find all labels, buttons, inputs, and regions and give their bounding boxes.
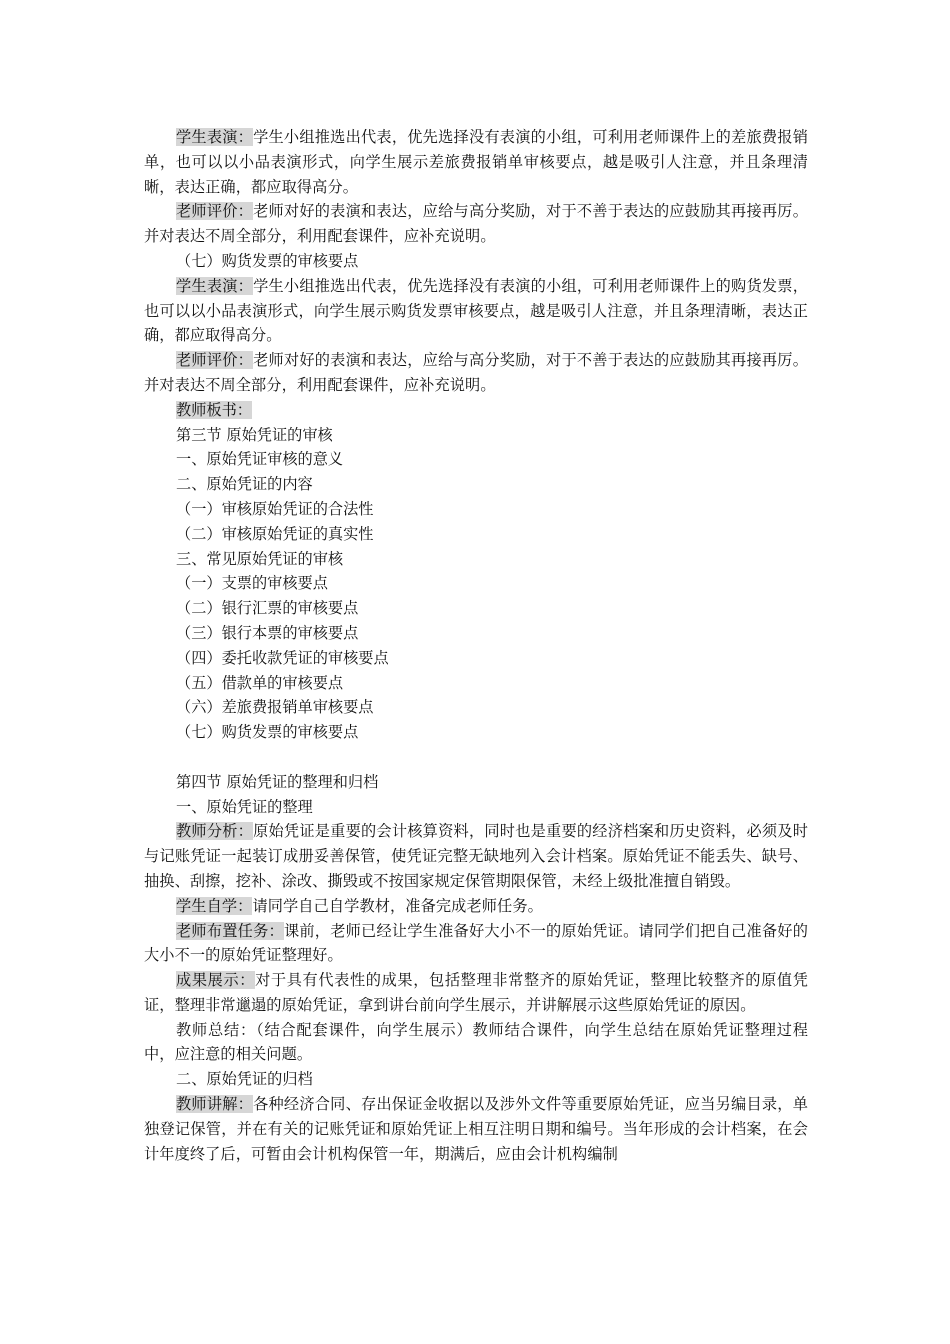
outline-item: （四）委托收款凭证的审核要点 [176, 648, 389, 667]
outline-item: 三、常见原始凭证的审核 [176, 549, 344, 568]
paragraph-text: 请同学自己自学教材，准备完成老师任务。 [252, 896, 543, 915]
paragraph-teacher-analysis [144, 819, 808, 893]
section-heading-3: 第三节 原始凭证的审核 [176, 425, 333, 444]
paragraph-self-study [144, 894, 808, 919]
outline-item: （五）借款单的审核要点 [176, 673, 344, 692]
outline-item: （一）审核原始凭证的合法性 [176, 499, 374, 518]
outline-item: （三）银行本票的审核要点 [176, 623, 359, 642]
blackboard-label-line [144, 398, 808, 423]
paragraph-text: 各种经济合同、存出保证金收据以及涉外文件等重要原始凭证，应当另编目录，单独登记保管，并在有关的记账凭证和原始凭证上相互注明日期和编号。当年形成的会计档案，在会计年度终了后，可暂由会计机构保管一年，期满后，应由会计机构编制 [144, 1095, 808, 1163]
paragraph-result-display [144, 968, 808, 1018]
paragraph-text: 学生小组推选出代表，优先选择没有表演的小组，可利用老师课件上的差旅费报销单，也可以以小品表演形式，向学生展示差旅费报销单审核要点，越是吸引人注意，并且条理清晰，表达正确，都应取得高分。 [144, 128, 808, 196]
section-heading-4: 第四节 原始凭证的整理和归档 [176, 772, 379, 791]
document-page [144, 125, 808, 1166]
label-highlight: 教师板书： [176, 400, 252, 419]
paragraph-text: 对于具有代表性的成果，包括整理非常整齐的原始凭证，整理比较整齐的原值凭证，整理非常邋遢的原始凭证，拿到讲台前向学生展示，并讲解展示这些原始凭证的原因。 [144, 971, 809, 1014]
label-highlight: 老师评价： [176, 351, 254, 370]
outline-item: （七）购货发票的审核要点 [176, 723, 359, 742]
subsection-heading: 一、原始凭证的整理 [176, 797, 313, 816]
label-highlight: 学生表演： [176, 276, 254, 295]
outline-item: （二）银行汇票的审核要点 [176, 599, 359, 618]
label-highlight: 老师布置任务： [176, 921, 284, 940]
label-highlight: 老师评价： [176, 202, 254, 221]
paragraph-text: 课前，老师已经让学生准备好大小不一的原始凭证。请同学们把自己准备好的大小不一的原始凭证整理好。 [144, 921, 809, 965]
outline-item: 一、原始凭证审核的意义 [176, 450, 344, 469]
label-highlight: 学生表演： [176, 128, 254, 146]
label-highlight: 成果展示： [176, 971, 256, 990]
paragraph-text: 老师对好的表演和表达，应给与高分奖励，对于不善于表达的应鼓励其再接再厉。并对表达不周全部分，利用配套课件，应补充说明。 [144, 202, 808, 246]
outline-item: 二、原始凭证的内容 [176, 475, 313, 494]
paragraph-teacher-evaluation-2 [144, 348, 808, 398]
paragraph-student-performance-2 [144, 274, 808, 348]
paragraph-teacher-explanation [144, 1092, 808, 1166]
paragraph-text: 原始凭证是重要的会计核算资料，同时也是重要的经济档案和历史资料，必须及时与记账凭证一起装订成册妥善保管，使凭证完整无缺地列入会计档案。原始凭证不能丢失、缺号、抽换、刮擦，挖补、涂改、撕毁或不按国家规定保管期限保管，未经上级批准擅自销毁。 [144, 822, 808, 890]
heading-purchase-invoice: （七）购货发票的审核要点 [176, 251, 359, 270]
paragraph-text: 学生小组推选出代表，优先选择没有表演的小组，可利用老师课件上的购货发票，也可以以小品表演形式，向学生展示购货发票审核要点，越是吸引人注意，并且条理清晰，表达正确，都应取得高分。 [144, 276, 808, 345]
outline-item: （二）审核原始凭证的真实性 [176, 524, 374, 543]
paragraph-teacher-summary: 教师总结：（结合配套课件，向学生展示）教师结合课件，向学生总结在原始凭证整理过程中，应注意的相关问题。 [144, 1020, 808, 1064]
paragraph-teacher-evaluation-1 [144, 199, 808, 249]
paragraph-text: 老师对好的表演和表达，应给与高分奖励，对于不善于表达的应鼓励其再接再厉。并对表达不周全部分，利用配套课件，应补充说明。 [144, 351, 808, 394]
subsection-heading: 二、原始凭证的归档 [176, 1070, 313, 1089]
blank-line [144, 745, 808, 770]
label-highlight: 教师分析： [176, 822, 254, 841]
outline-item: （一）支票的审核要点 [176, 574, 328, 593]
label-highlight: 教师讲解： [176, 1095, 254, 1114]
label-highlight: 学生自学： [176, 896, 253, 915]
paragraph-task-assignment [144, 919, 808, 969]
paragraph-student-performance-1 [144, 125, 808, 199]
outline-item: （六）差旅费报销单审核要点 [176, 698, 374, 717]
